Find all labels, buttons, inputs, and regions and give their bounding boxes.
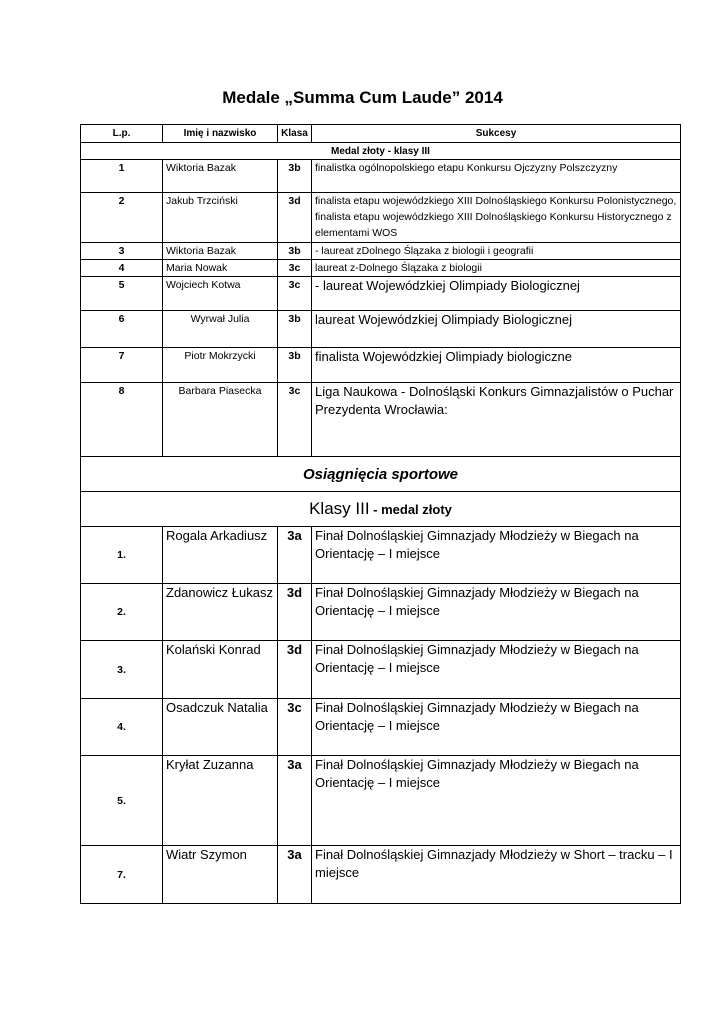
klasy-heading-row xyxy=(81,492,681,527)
row-name: Osadczuk Natalia xyxy=(163,699,278,756)
klasy-heading xyxy=(81,492,681,527)
row-lp: 8 xyxy=(81,383,163,457)
row-success: Finał Dolnośląskiej Gimnazjady Młodzieży w Biegach na Orientację – I miejsce xyxy=(312,756,681,846)
row-class: 3b xyxy=(278,160,312,193)
row-lp: 5. xyxy=(81,756,163,846)
table-header-row xyxy=(81,125,681,143)
table-row xyxy=(81,193,681,243)
row-class: 3a xyxy=(278,527,312,584)
row-name: Rogala Arkadiusz xyxy=(163,527,278,584)
klasy-heading-sub: - medal złoty xyxy=(369,502,452,517)
table-row xyxy=(81,311,681,348)
header-lp: L.p. xyxy=(81,125,163,143)
table-row xyxy=(81,277,681,311)
row-lp: 2 xyxy=(81,193,163,243)
row-class: 3c xyxy=(278,383,312,457)
row-class: 3b xyxy=(278,348,312,383)
row-class: 3a xyxy=(278,756,312,846)
table-row xyxy=(81,527,681,584)
header-class: Klasa xyxy=(278,125,312,143)
row-success: Finał Dolnośląskiej Gimnazjady Młodzieży w Biegach na Orientację – I miejsce xyxy=(312,699,681,756)
table-row xyxy=(81,846,681,904)
row-name: Kryłat Zuzanna xyxy=(163,756,278,846)
section-title: Medal złoty - klasy III xyxy=(81,143,681,160)
row-lp: 1 xyxy=(81,160,163,193)
row-name: Wiktoria Bazak xyxy=(163,160,278,193)
row-lp: 2. xyxy=(81,584,163,641)
row-name: Zdanowicz Łukasz xyxy=(163,584,278,641)
row-name: Kolański Konrad xyxy=(163,641,278,699)
table-row xyxy=(81,243,681,260)
row-lp: 4 xyxy=(81,260,163,277)
sport-heading-row xyxy=(81,457,681,492)
row-success: finalistka ogólnopolskiego etapu Konkursu Ojczyzny Polszczyzny xyxy=(312,160,681,193)
page-title: Medale „Summa Cum Laude” 2014 xyxy=(222,88,503,107)
row-lp: 7 xyxy=(81,348,163,383)
row-class: 3c xyxy=(278,260,312,277)
row-success: Finał Dolnośląskiej Gimnazjady Młodzieży w Biegach na Orientację – I miejsce xyxy=(312,584,681,641)
row-success: finalista etapu wojewódzkiego XIII Dolnośląskiego Konkursu Polonistycznego, finalista etapu wojewódzkiego XIII Dolnośląskiego Konkursu Historycznego z elementami WOS xyxy=(312,193,681,243)
table-row xyxy=(81,160,681,193)
row-name: Maria Nowak xyxy=(163,260,278,277)
row-name: Wiktoria Bazak xyxy=(163,243,278,260)
table-row xyxy=(81,348,681,383)
row-lp: 3 xyxy=(81,243,163,260)
row-class: 3b xyxy=(278,243,312,260)
row-lp: 1. xyxy=(81,527,163,584)
row-class: 3c xyxy=(278,277,312,311)
row-lp: 6 xyxy=(81,311,163,348)
row-lp: 4. xyxy=(81,699,163,756)
row-class: 3a xyxy=(278,846,312,904)
section-row xyxy=(81,143,681,160)
row-success: - laureat Wojewódzkiej Olimpiady Biologicznej xyxy=(312,277,681,311)
row-class: 3b xyxy=(278,311,312,348)
row-success: finalista Wojewódzkiej Olimpiady biologiczne xyxy=(312,348,681,383)
row-success: Finał Dolnośląskiej Gimnazjady Młodzieży w Biegach na Orientację – I miejsce xyxy=(312,527,681,584)
row-lp: 7. xyxy=(81,846,163,904)
row-class: 3d xyxy=(278,193,312,243)
row-class: 3c xyxy=(278,699,312,756)
row-success: Finał Dolnośląskiej Gimnazjady Młodzieży w Biegach na Orientację – I miejsce xyxy=(312,641,681,699)
row-class: 3d xyxy=(278,584,312,641)
row-success: Finał Dolnośląskiej Gimnazjady Młodzieży w Short – tracku – I miejsce xyxy=(312,846,681,904)
row-lp: 3. xyxy=(81,641,163,699)
row-class: 3d xyxy=(278,641,312,699)
row-success: Liga Naukowa - Dolnośląski Konkurs Gimnazjalistów o Puchar Prezydenta Wrocławia: xyxy=(312,383,681,457)
table-row xyxy=(81,641,681,699)
row-name: Barbara Piasecka xyxy=(163,383,278,457)
row-success: - laureat zDolnego Ślązaka z biologii i geografii xyxy=(312,243,681,260)
row-success: laureat Wojewódzkiej Olimpiady Biologicznej xyxy=(312,311,681,348)
row-success: laureat z-Dolnego Ślązaka z biologii xyxy=(312,260,681,277)
row-name: Wojciech Kotwa xyxy=(163,277,278,311)
row-name: Wiatr Szymon xyxy=(163,846,278,904)
table-row xyxy=(81,699,681,756)
klasy-heading-main: Klasy III xyxy=(309,499,370,518)
medals-table xyxy=(80,124,681,904)
table-row xyxy=(81,383,681,457)
row-lp: 5 xyxy=(81,277,163,311)
row-name: Piotr Mokrzycki xyxy=(163,348,278,383)
table-row xyxy=(81,260,681,277)
table-row xyxy=(81,584,681,641)
header-success: Sukcesy xyxy=(312,125,681,143)
sport-heading: Osiągnięcia sportowe xyxy=(81,457,681,492)
header-name: Imię i nazwisko xyxy=(163,125,278,143)
row-name: Jakub Trzciński xyxy=(163,193,278,243)
row-name: Wyrwał Julia xyxy=(163,311,278,348)
table-row xyxy=(81,756,681,846)
